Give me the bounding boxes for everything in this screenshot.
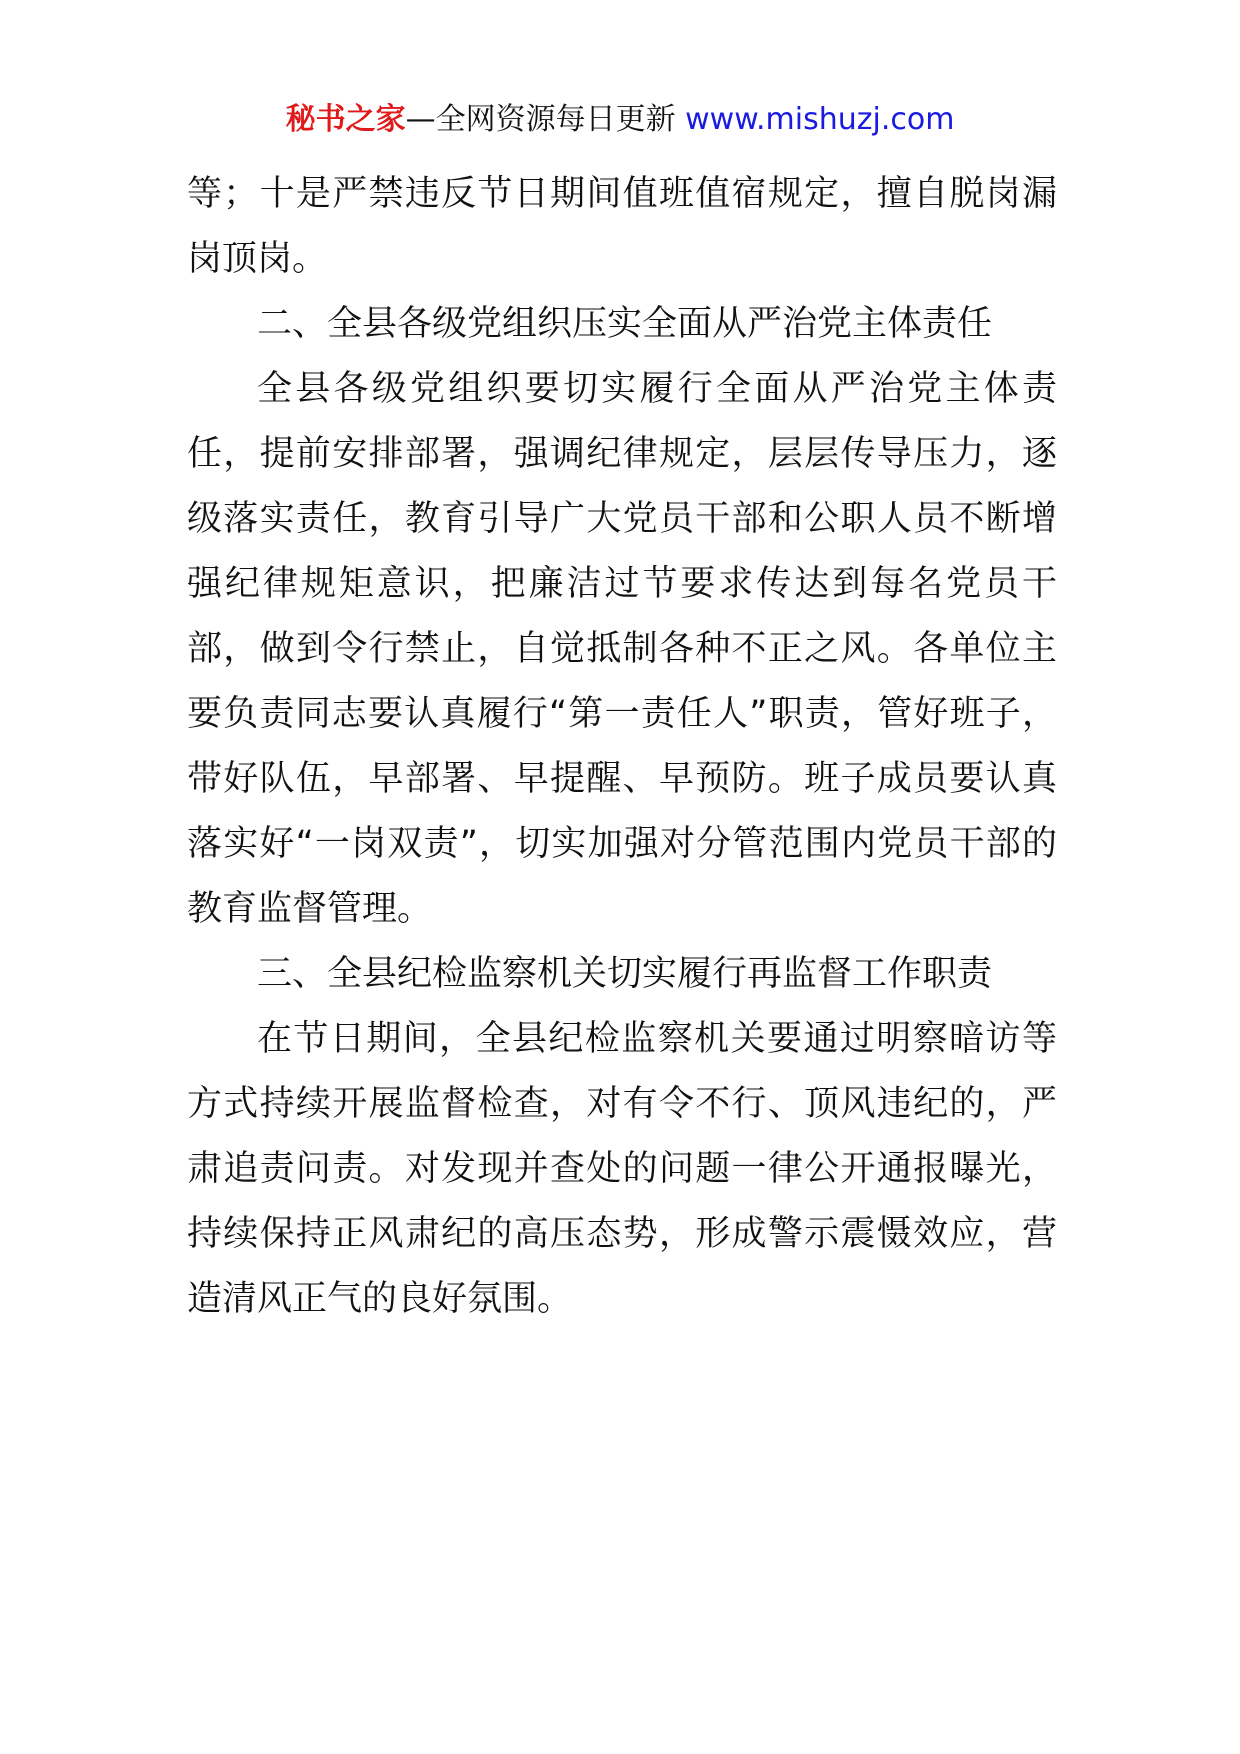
section-2-heading: 二、全县各级党组织压实全面从严治党主体责任 [257, 304, 993, 344]
brand-name: 秘书之家 [285, 102, 406, 137]
continuation-paragraph: 等；十是严禁违反节日期间值班值宿规定，擅自脱岗漏岗顶岗。 [187, 174, 1057, 279]
section-3-paragraph: 在节日期间，全县纪检监察机关要通过明察暗访等方式持续开展监督检查，对有令不行、顶风违纪的，严肃追责问责。对发现并查处的问题一律公开通报曝光，持续保持正风肃纪的高压态势，形成警示震慑效应，营造清风正气的良好氛围。 [187, 1019, 1057, 1319]
section-2-paragraph: 全县各级党组织要切实履行全面从严治党主体责任，提前安排部署，强调纪律规定，层层传导压力，逐级落实责任，教育引导广大党员干部和公职人员不断增强纪律规矩意识，把廉洁过节要求传达到每名党员干部，做到令行禁止，自觉抵制各种不正之风。各单位主要负责同志要认真履行“第一责任人”职责，管好班子，带好队伍，早部署、早提醒、早预防。班子成员要认真落实好“一岗双责”，切实加强对分管范围内党员干部的教育监督管理。 [187, 369, 1057, 929]
page-header [0, 100, 1240, 140]
header-tagline: —全网资源每日更新 [405, 102, 686, 137]
document-body [187, 162, 1057, 1332]
site-url-link[interactable]: www.mishuzj.com [685, 102, 955, 137]
section-3-heading: 三、全县纪检监察机关切实履行再监督工作职责 [257, 954, 993, 994]
